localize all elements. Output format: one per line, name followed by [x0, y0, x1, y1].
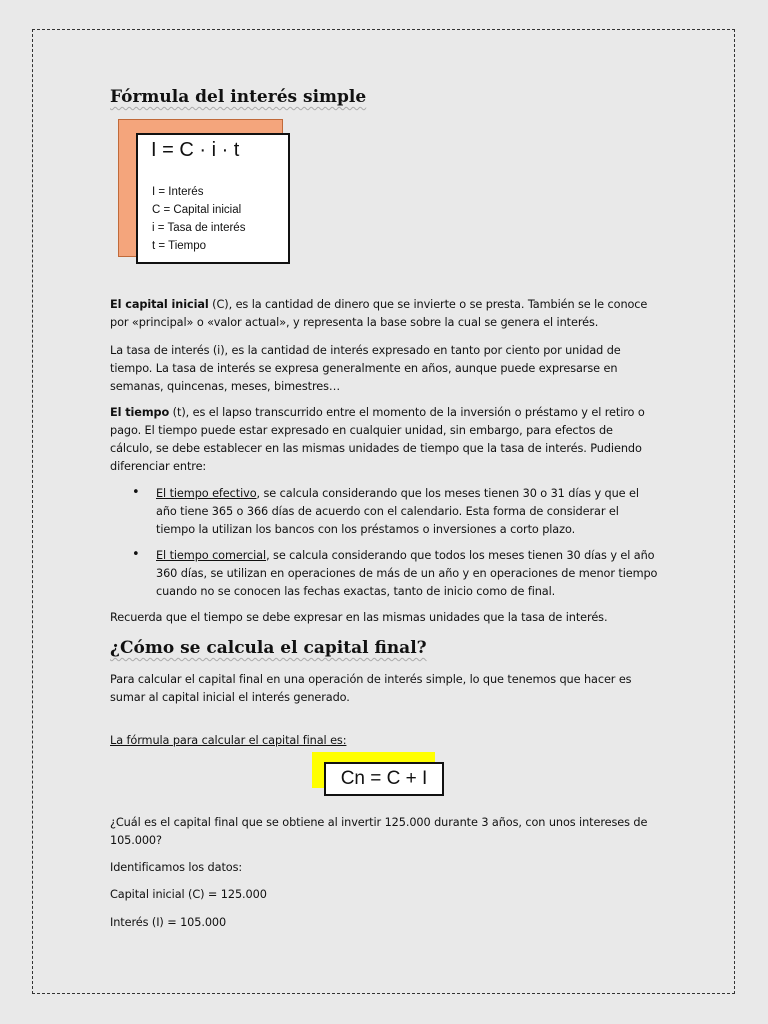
list-item-text: , se calcula considerando que todos los meses tienen 30 días y el año 360 días, se utilizan en operaciones de más de un año y en operaciones de menor tiempo cuando no se conocen las fechas exactas, tanto de inicio como de final.: [156, 549, 658, 598]
list-item-text: , se calcula considerando que los meses tienen 30 o 31 días y que el año tiene 365 o 366 días de acuerdo con el calendario. Esta forma de considerar el tiempo la utilizan los bancos con los préstamos o inversiones a corto plazo.: [156, 487, 639, 536]
paragraph-question: ¿Cuál es el capital final que se obtiene al invertir 125.000 durante 3 años, con unos intereses de 105.000?: [110, 816, 648, 847]
bullet-icon: •: [132, 485, 140, 500]
paragraph-identify: Identificamos los datos:: [110, 861, 243, 874]
heading-capital-final: ¿Cómo se calcula el capital final?: [110, 638, 427, 658]
paragraph-text: (C), es la cantidad de dinero que se invierte o se presta. También se le conoce por «principal» o «valor actual», y representa la base sobre la cual se genera el interés.: [110, 298, 648, 329]
heading-formula-interes-simple: Fórmula del interés simple: [110, 87, 367, 107]
definition-item: C = Capital inicial: [152, 204, 242, 216]
term-tiempo-comercial: El tiempo comercial: [156, 549, 267, 562]
paragraph-capital-inicial: [110, 296, 658, 332]
data-interes: Interés (I) = 105.000: [110, 916, 227, 929]
bullet-icon: •: [132, 547, 140, 562]
formula-text: I = C · i · t: [151, 139, 240, 161]
formula-label: La fórmula para calcular el capital final es:: [110, 734, 347, 747]
paragraph-tiempo: [110, 404, 658, 476]
paragraph-text: (t), es el lapso transcurrido entre el momento de la inversión o préstamo y el retiro o pago. El tiempo puede estar expresado en cualquier unidad, sin embargo, para efectos de cálculo, se debe establecer en las mismas unidades de tiempo que la tasa de interés. Pudiendo diferenciar entre:: [110, 406, 645, 473]
list-item: [156, 485, 658, 539]
paragraph-recuerda: Recuerda que el tiempo se debe expresar en las mismas unidades que la tasa de interés.: [110, 611, 608, 624]
paragraph-tasa-interes: La tasa de interés (i), es la cantidad de interés expresado en tanto por ciento por unidad de tiempo. La tasa de interés se expresa generalmente en años, aunque puede expresarse en semanas, quincenas, meses, bimestres…: [110, 344, 621, 393]
term-tiempo: El tiempo: [110, 406, 170, 419]
term-capital-inicial: El capital inicial: [110, 298, 209, 311]
definition-item: i = Tasa de interés: [152, 222, 246, 234]
data-capital-inicial: Capital inicial (C) = 125.000: [110, 888, 267, 901]
term-tiempo-efectivo: El tiempo efectivo: [156, 487, 257, 500]
formula2-box: Cn = C + I: [324, 762, 444, 796]
definition-item: I = Interés: [152, 186, 204, 198]
list-item: [156, 547, 658, 601]
formula-box: [136, 133, 290, 264]
definition-item: t = Tiempo: [152, 240, 207, 252]
formula-definitions: [152, 183, 245, 255]
paragraph-calculo: Para calcular el capital final en una operación de interés simple, lo que tenemos que hacer es sumar al capital inicial el interés generado.: [110, 673, 632, 704]
